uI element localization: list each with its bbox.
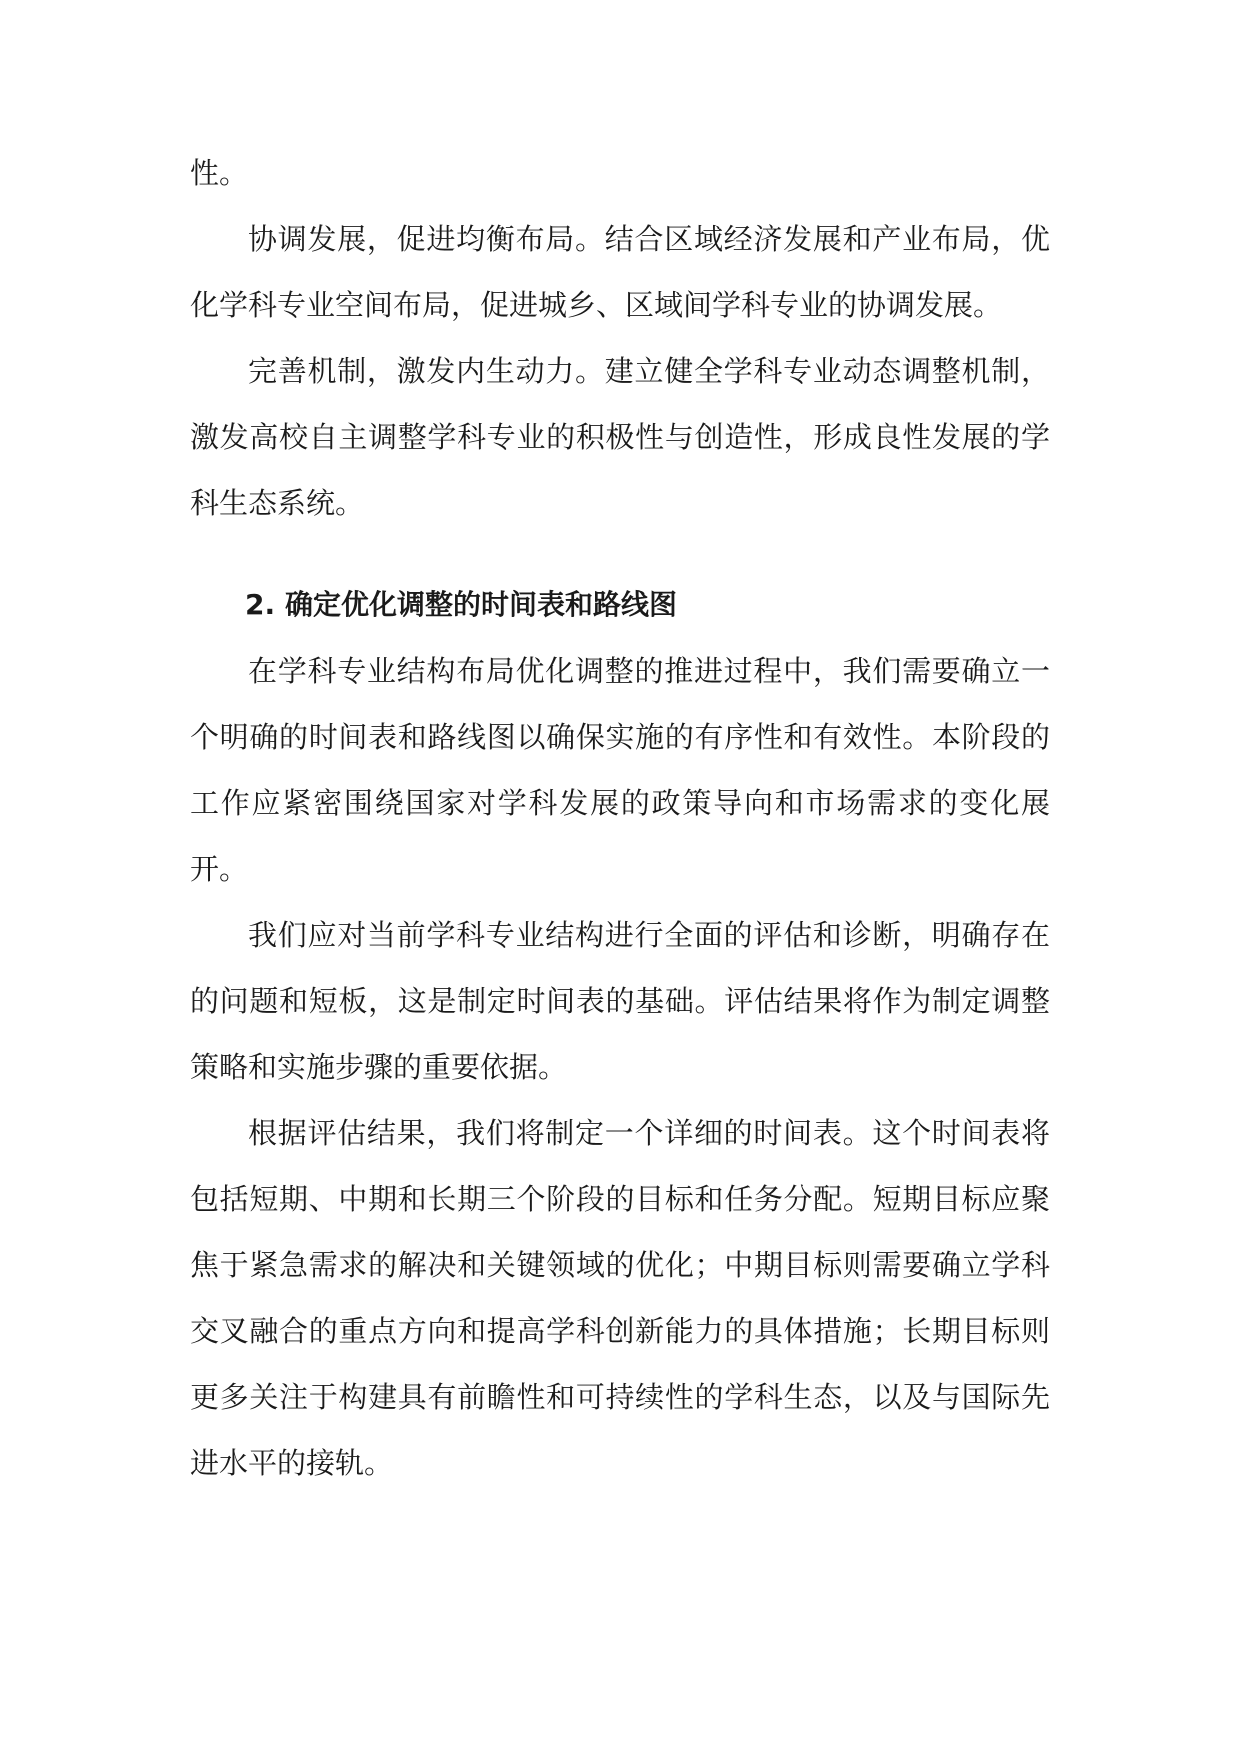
paragraph-timeline-intro: 在学科专业结构布局优化调整的推进过程中，我们需要确立一个明确的时间表和路线图以确保实施的有序性和有效性。本阶段的工作应紧密围绕国家对学科发展的政策导向和市场需求的变化展开。 <box>190 654 1050 886</box>
section-number: 2. <box>245 588 276 621</box>
section-heading <box>190 572 1050 638</box>
paragraph-assessment: 我们应对当前学科专业结构进行全面的评估和诊断，明确存在的问题和短板，这是制定时间表的基础。评估结果将作为制定调整策略和实施步骤的重要依据。 <box>190 918 1050 1084</box>
document-body <box>190 140 1050 1496</box>
paragraph-coordinated-development: 协调发展，促进均衡布局。结合区域经济发展和产业布局，优化学科专业空间布局，促进城乡、区域间学科专业的协调发展。 <box>190 222 1050 322</box>
section-title: 确定优化调整的时间表和路线图 <box>285 588 678 621</box>
paragraph-continuation: 性。 <box>190 156 249 190</box>
paragraph-detailed-timeline: 根据评估结果，我们将制定一个详细的时间表。这个时间表将包括短期、中期和长期三个阶段的目标和任务分配。短期目标应聚焦于紧急需求的解决和关键领域的优化；中期目标则需要确立学科交叉融合的重点方向和提高学科创新能力的具体措施；长期目标则更多关注于构建具有前瞻性和可持续性的学科生态，以及与国际先进水平的接轨。 <box>190 1116 1050 1480</box>
paragraph-improve-mechanism: 完善机制，激发内生动力。建立健全学科专业动态调整机制，激发高校自主调整学科专业的积极性与创造性，形成良性发展的学科生态系统。 <box>190 354 1050 520</box>
